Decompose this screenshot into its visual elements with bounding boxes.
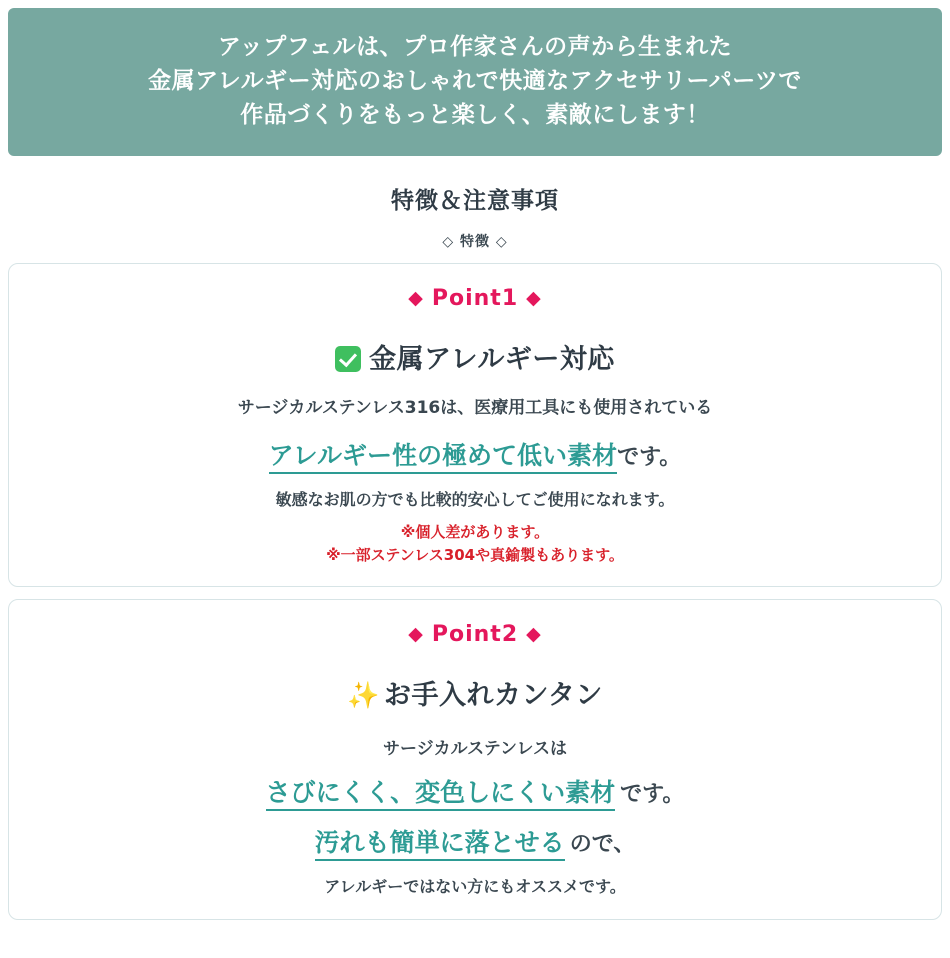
point1-note-2: ※一部ステンレス304や真鍮製もあります。 xyxy=(326,545,624,564)
hero-banner xyxy=(8,8,942,156)
point2-highlight-row-1 xyxy=(27,773,923,809)
diamond-left-icon: ◆ xyxy=(408,287,424,310)
point1-label xyxy=(27,286,923,311)
point2-highlight-text-2: 汚れも簡単に落とせる xyxy=(315,828,565,861)
point1-highlight-text: アレルギー性の極めて低い素材 xyxy=(269,441,617,474)
point2-heading-row xyxy=(27,673,923,712)
feature-card-point1 xyxy=(8,263,942,587)
point1-highlight-row xyxy=(27,436,923,472)
point1-heading-text: 金属アレルギー対応 xyxy=(369,344,615,376)
point1-label-text: Point1 xyxy=(431,286,519,312)
point1-body-line-3: 敏感なお肌の方でも比較的安心してご使用になれます。 xyxy=(275,489,675,509)
point1-body-line-1: サージカルステンレス316は、医療用工具にも使用されている xyxy=(237,398,713,419)
point2-body-line-1: サージカルステンレスは xyxy=(382,738,568,759)
point2-highlight-tail-1: です。 xyxy=(620,781,685,807)
point1-heading-row xyxy=(27,337,923,376)
point2-highlight-text-1: さびにくく、変色しにくい素材 xyxy=(266,778,616,811)
hero-line-1: アップフェルは、プロ作家さんの声から生まれた xyxy=(217,34,733,60)
diamond-left-icon: ◆ xyxy=(408,622,424,645)
green-check-icon xyxy=(335,346,361,372)
hero-line-3: 作品づくりをもっと楽しく、素敵にします！ xyxy=(240,102,710,129)
point2-label xyxy=(27,622,923,647)
sparkle-icon: ✨ xyxy=(347,680,380,711)
point1-note-1: ※個人差があります。 xyxy=(400,522,550,541)
section-subtitle: ◇ 特徴 ◇ xyxy=(442,234,508,251)
diamond-right-icon: ◆ xyxy=(526,287,542,310)
point2-heading-text: お手入れカンタン xyxy=(383,679,603,711)
point1-highlight-tail: です。 xyxy=(617,444,682,470)
point2-label-text: Point2 xyxy=(431,621,519,647)
hero-line-2: 金属アレルギー対応のおしゃれで快適なアクセサリーパーツで xyxy=(148,68,802,95)
point2-highlight-row-2 xyxy=(27,823,923,859)
feature-card-point2 xyxy=(8,599,942,920)
page-root xyxy=(0,8,950,958)
section-title: 特徴＆注意事項 xyxy=(391,188,559,215)
point2-highlight-tail-2: ので、 xyxy=(569,831,636,857)
point2-body-last-line: アレルギーではない方にもオススメです。 xyxy=(324,876,626,896)
diamond-right-icon: ◆ xyxy=(526,622,542,645)
